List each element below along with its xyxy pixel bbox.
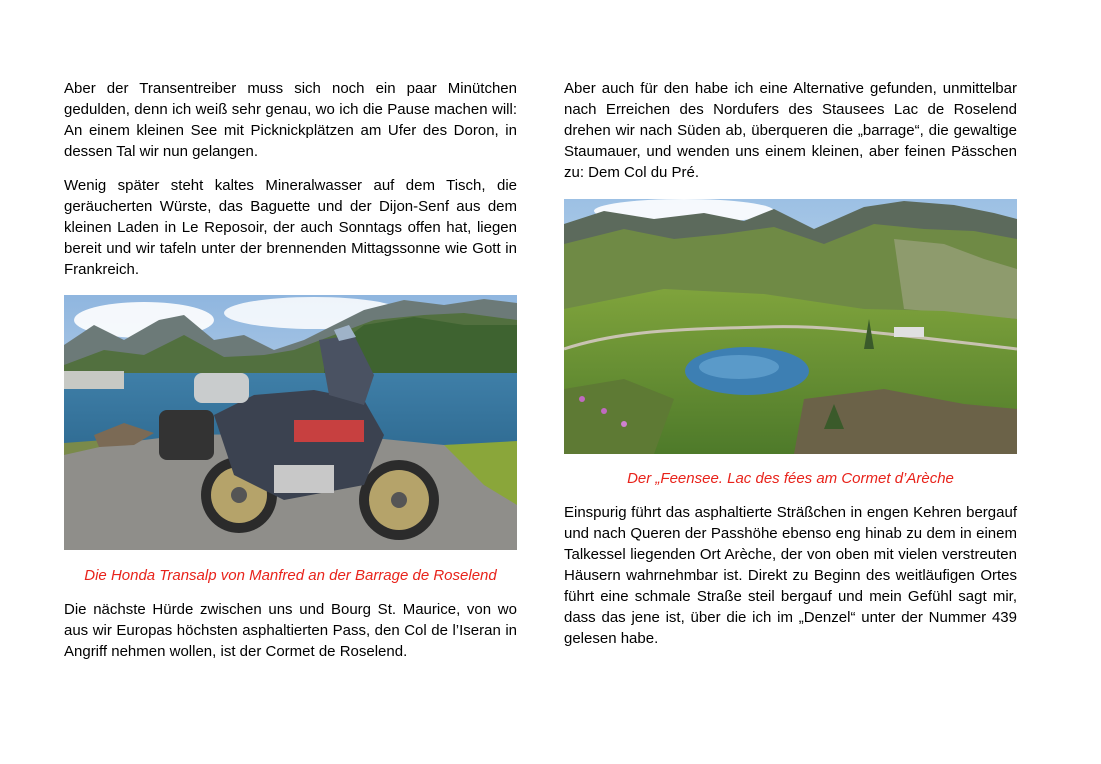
left-paragraph-1: Aber der Transentreiber muss sich noch ein paar Minütchen gedulden, denn ich weiß sehr genau, wo ich die Pause machen will: An einem kleinen See mit Picknickplätzen am Ufer des Doron, in dessen Tal wir nun gelangen. [64,80,517,160]
fairy-lake-photo [564,199,1017,454]
right-paragraph-2: Einspurig führt das asphaltierte Sträßchen in engen Kehren bergauf und nach Queren der Passhöhe ebenso eng hinab zu dem in einem Talkessel liegenden Ort Arèche, der von oben mit vielen verstreuten Häusern wahrnehmbar ist. Direkt zu Beginn des weitläufigen Ortes führt eine schmale Straße steil bergauf und mein Gefühl sagt mir, dass das jene ist, über die ich im „Denzel“ unter der Nummer 439 gelesen habe. [564,504,1017,647]
right-column [564,78,1017,649]
right-paragraph-1: Aber auch für den habe ich eine Alternative gefunden, unmittelbar nach Erreichen des Nordufers des Stausees Lac de Roselend drehen wir nach Süden ab, überqueren die „barrage“, die gewaltige Staumauer, und wenden uns einem kleinen, aber feinen Pässchen zu: Dem Col du Pré. [564,80,1017,181]
fairy-lake-photo-caption: Der „Feensee. Lac des fées am Cormet d’Arèche [627,470,954,487]
left-paragraph-3: Die nächste Hürde zwischen uns und Bourg St. Maurice, von wo aus wir Europas höchsten asphaltierten Pass, den Col de l’Iseran in Angriff nehmen wollen, ist der Cormet de Roselend. [64,601,517,660]
left-column [64,78,517,662]
motorcycle-photo-caption: Die Honda Transalp von Manfred an der Barrage de Roselend [84,567,497,584]
motorcycle-lake-photo [64,295,517,550]
left-paragraph-2: Wenig später steht kaltes Mineralwasser auf dem Tisch, die geräucherten Würste, das Baguette und der Dijon-Senf aus dem kleinen Laden in Le Reposoir, der auch Sonntags offen hat, liegen bereit und wir tafeln unter der brennenden Mittagssonne wie Gott in Frankreich. [64,177,517,278]
